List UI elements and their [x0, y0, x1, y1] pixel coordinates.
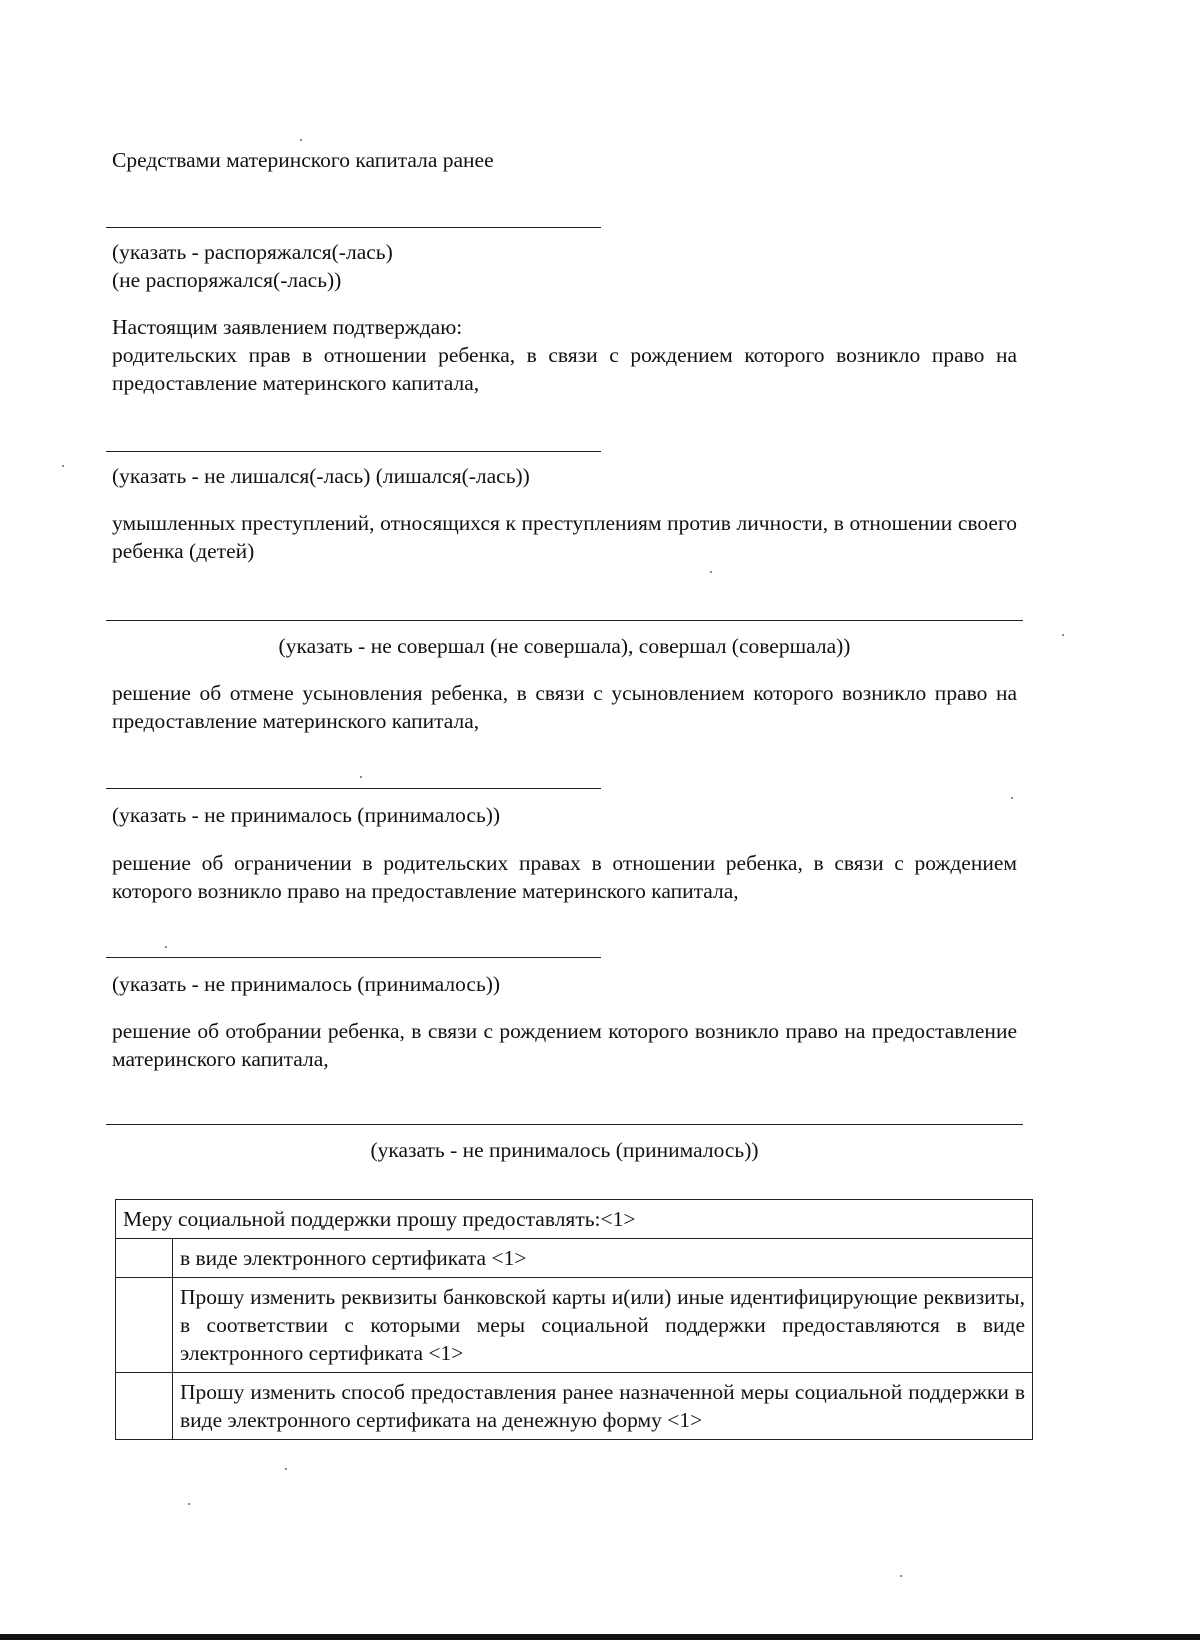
hint-rights-limit: (указать - не принималось (принималось)) [112, 972, 501, 996]
fill-line-rights-limit[interactable] [106, 957, 601, 958]
hint-disposal-2: (не распоряжался(-лась)) [112, 268, 342, 292]
hint-disposal-1: (указать - распоряжался(-лась) [112, 240, 393, 264]
scan-speck [62, 465, 64, 467]
option-row-change-method [116, 1373, 1033, 1440]
option-checkbox-change-bank-details[interactable] [116, 1278, 173, 1373]
para-rights-limit: решение об ограничении в родительских правах в отношении ребенка, в связи с рождением которого возникло право на предоставление материнского капитала, [112, 851, 1017, 903]
option-row-change-bank-details [116, 1278, 1033, 1373]
option-checkbox-change-method[interactable] [116, 1373, 173, 1440]
option-label-change-method: Прошу изменить способ предоставления ранее назначенной меры социальной поддержки в виде электронного сертификата на денежную форму <1> [173, 1373, 1033, 1440]
fill-line-parental-rights[interactable] [106, 451, 601, 452]
fill-line-child-removal[interactable] [106, 1124, 1023, 1125]
scan-speck [285, 1468, 287, 1470]
intro-line: Средствами материнского капитала ранее [112, 148, 494, 172]
scan-speck [900, 1575, 902, 1577]
support-method-table [115, 1199, 1033, 1440]
fill-line-crimes[interactable] [106, 620, 1023, 621]
para-crimes: умышленных преступлений, относящихся к преступлениям против личности, в отношении своего ребенка (детей) [112, 511, 1017, 563]
hint-child-removal: (указать - не принималось (принималось)) [370, 1138, 759, 1162]
para-adoption-cancel: решение об отмене усыновления ребенка, в связи с усыновлением которого возникло право на предоставление материнского капитала, [112, 681, 1017, 733]
table-header-row [116, 1200, 1033, 1239]
scan-edge-bar [0, 1634, 1200, 1640]
scan-speck [165, 946, 167, 948]
option-row-electronic-certificate [116, 1239, 1033, 1278]
para-parental-rights: родительских прав в отношении ребенка, в связи с рождением которого возникло право на предоставление материнского капитала, [112, 343, 1017, 395]
para-child-removal: решение об отобрании ребенка, в связи с рождением которого возникло право на предоставление материнского капитала, [112, 1019, 1017, 1071]
option-label-electronic-certificate: в виде электронного сертификата <1> [173, 1239, 1033, 1278]
scan-speck [710, 571, 712, 573]
scan-speck [188, 1503, 190, 1505]
option-label-change-bank-details: Прошу изменить реквизиты банковской карты и(или) иные идентифицирующие реквизиты, в соответствии с которыми меры социальной поддержки предоставляются в виде электронного сертификата <1> [173, 1278, 1033, 1373]
confirm-heading: Настоящим заявлением подтверждаю: [112, 315, 463, 339]
fill-line-adoption-cancel[interactable] [106, 788, 601, 789]
table-header: Меру социальной поддержки прошу предоставлять:<1> [116, 1200, 1033, 1239]
scan-speck [1062, 634, 1064, 636]
hint-adoption-cancel: (указать - не принималось (принималось)) [112, 803, 501, 827]
scan-speck [300, 139, 302, 141]
hint-crimes: (указать - не совершал (не совершала), совершал (совершала)) [278, 634, 851, 658]
option-checkbox-electronic-certificate[interactable] [116, 1239, 173, 1278]
fill-line-disposal[interactable] [106, 227, 601, 228]
hint-parental-rights: (указать - не лишался(-лась) (лишался(-лась)) [112, 464, 530, 488]
scan-speck [1011, 797, 1013, 799]
scan-speck [360, 776, 362, 778]
